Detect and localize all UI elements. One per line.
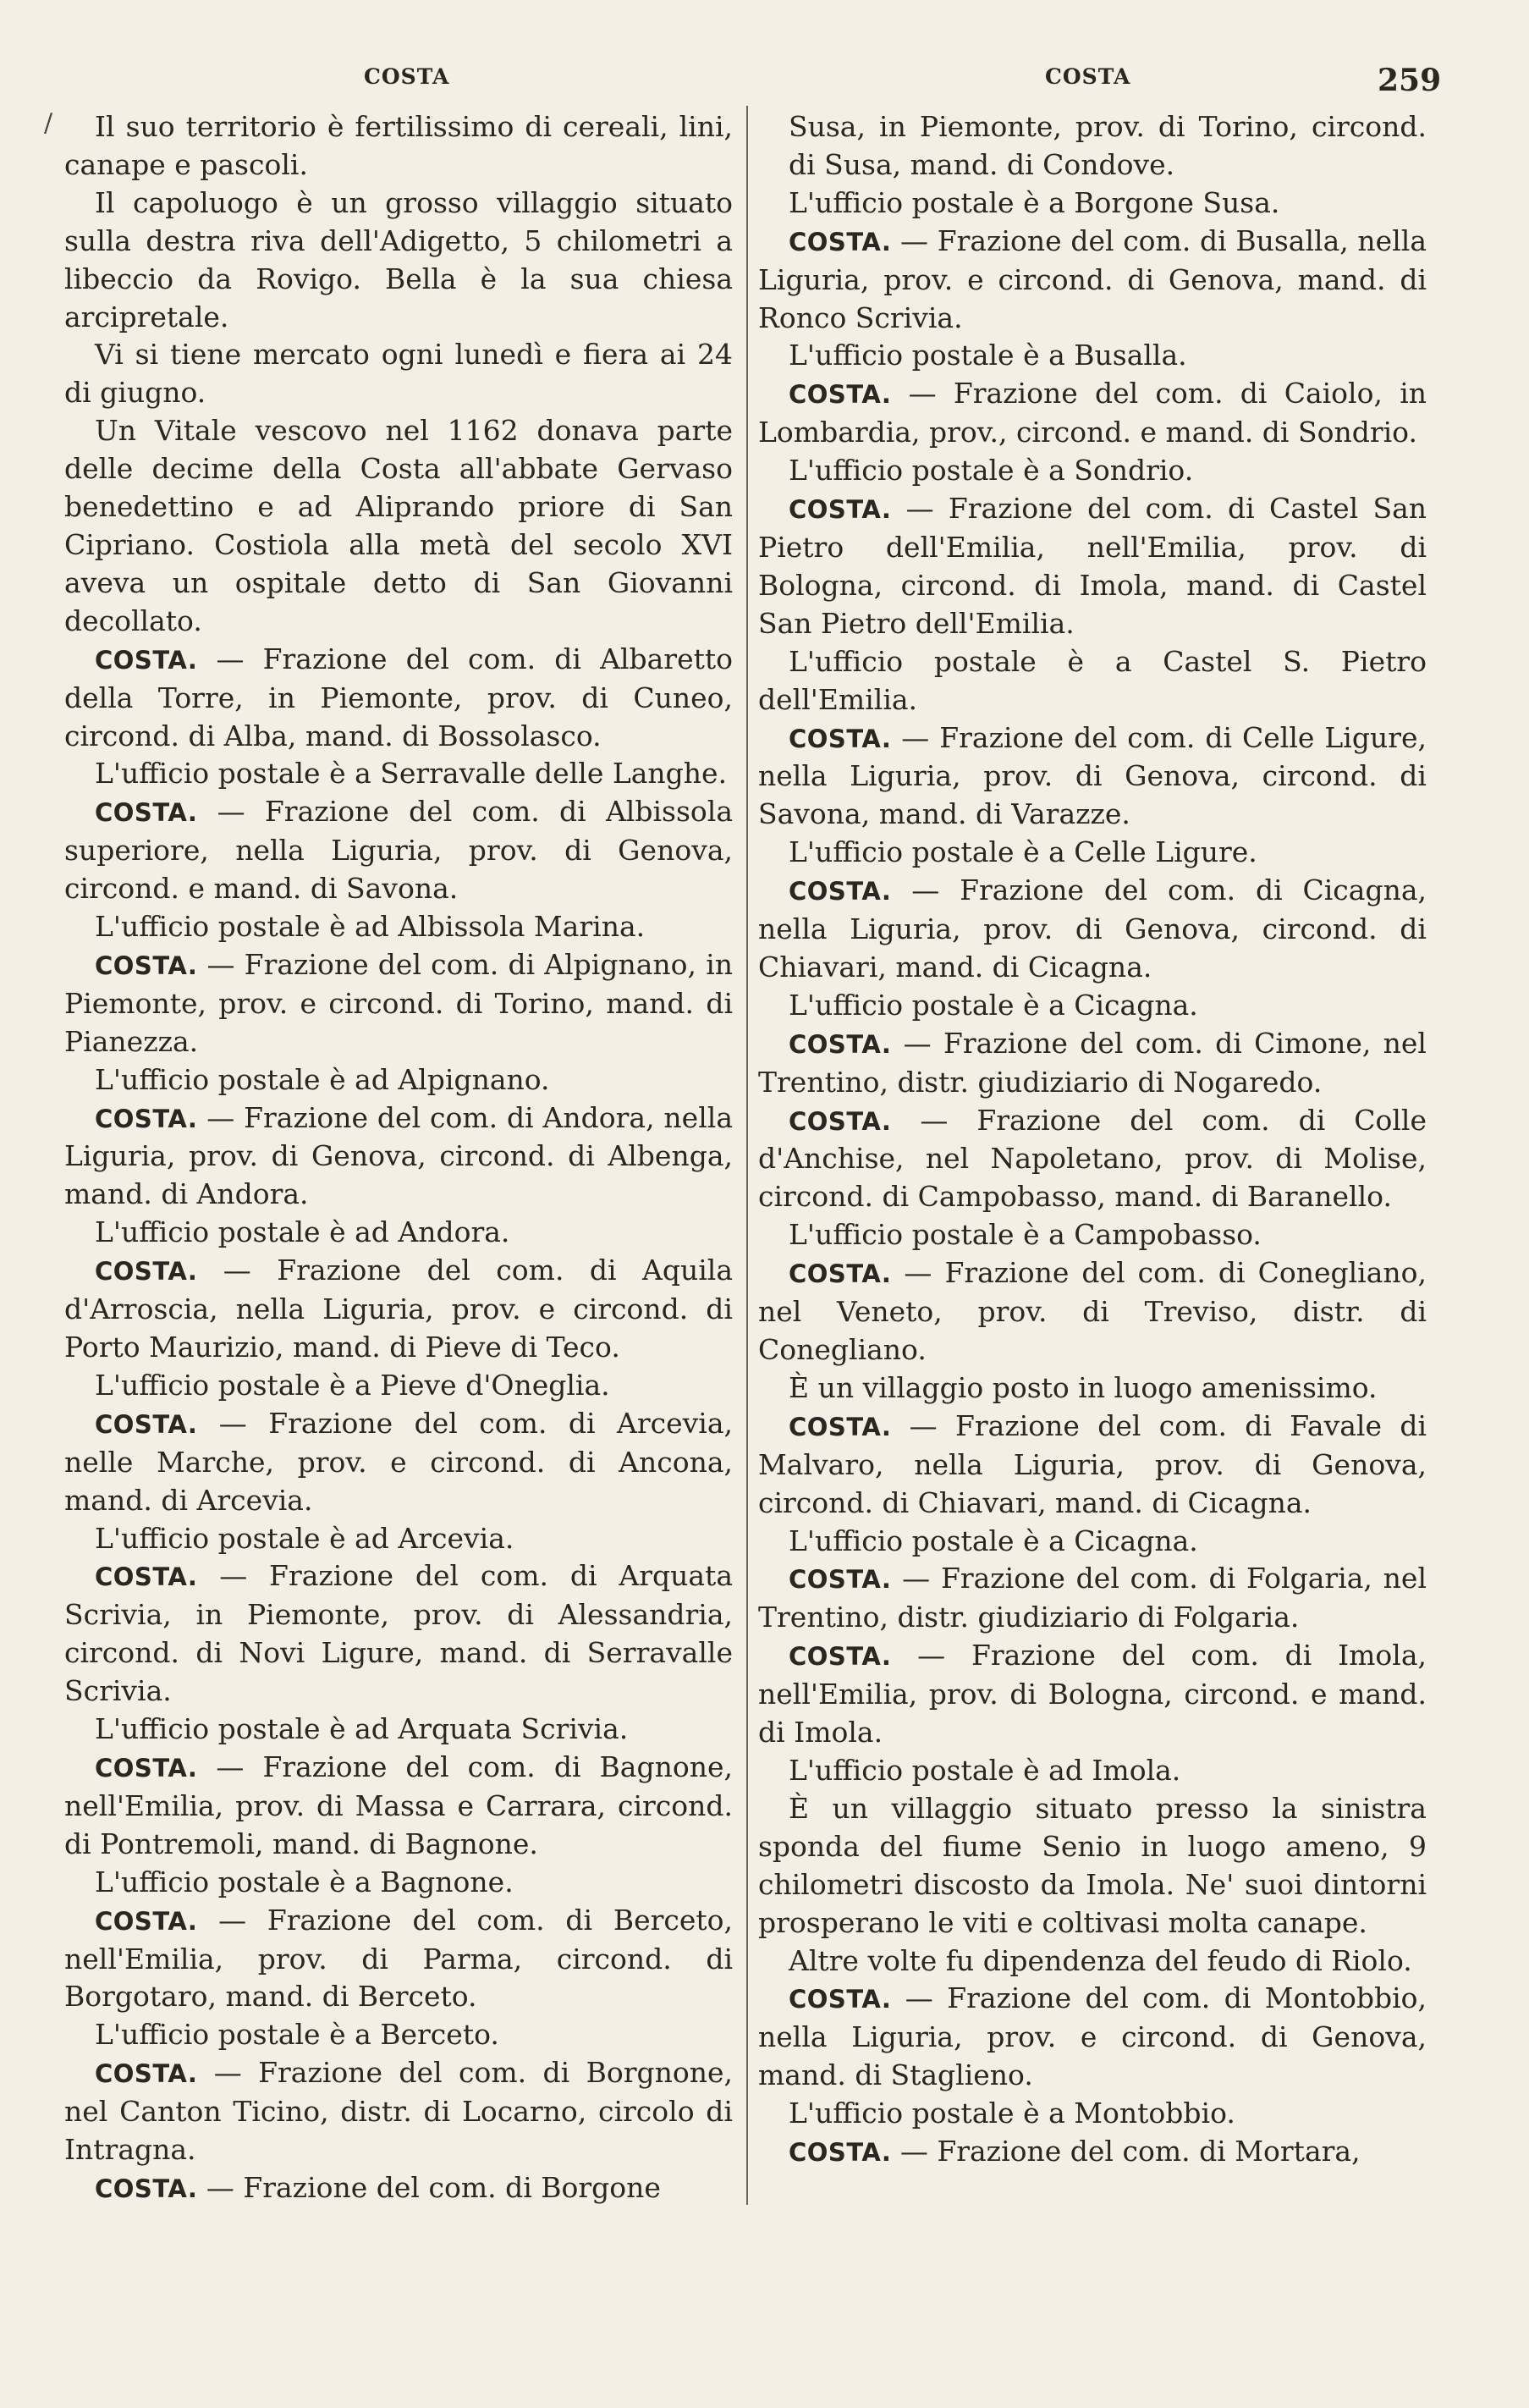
entry-headword: COSTA. (95, 1409, 198, 1439)
entry-text: — Frazione del com. di Celle Ligure, nella Liguria, prov. di Genova, circond. di Savona, mand. di Varazze. (758, 720, 1427, 831)
entry-headword: COSTA. (789, 1642, 892, 1672)
paragraph: L'ufficio postale è a Bagnone. (95, 1865, 514, 1898)
paragraph: Il capoluogo è un grosso villaggio situato sulla destra riva dell'Adigetto, 5 chilometri a libeccio da Rovigo. Bella è la sua chiesa arcipretale. (64, 185, 733, 333)
entry-text: — Frazione del com. di Aquila d'Arroscia, nella Liguria, prov. e circond. di Porto Maurizio, mand. di Pieve di Teco. (64, 1254, 733, 1364)
gazetteer-entry (758, 223, 1427, 338)
entry-text: — Frazione del com. di Alpignano, in Piemonte, prov. e circond. di Torino, mand. di Pianezza. (64, 947, 733, 1058)
paragraph: L'ufficio postale è ad Andora. (95, 1215, 510, 1249)
paragraph: Vi si tiene mercato ogni lunedì e fiera ai 24 di giugno. (64, 338, 733, 410)
gazetteer-entry (758, 375, 1427, 452)
entry-text: — Frazione del com. di Albissola superiore, nella Liguria, prov. di Genova, circond. e mand. di Savona. (64, 795, 733, 906)
left-column (64, 108, 733, 2208)
paragraph: L'ufficio postale è a Pieve d'Oneglia. (95, 1368, 610, 1402)
gazetteer-entry (758, 1560, 1427, 1637)
gazetteer-entry (758, 1254, 1427, 1369)
gazetteer-entry (758, 1025, 1427, 1102)
paragraph: Un Vitale vescovo nel 1162 donava parte delle decime della Costa all'abbate Gervaso benedettino e ad Aliprando priore di San Cipriano. Costiola alla metà del secolo XVI aveva un ospitale detto di San Giovanni decollato. (64, 414, 733, 637)
running-head-left: COSTA (364, 64, 450, 89)
paragraph: L'ufficio postale è a Celle Ligure. (789, 835, 1257, 869)
entry-headword: COSTA. (789, 1565, 892, 1595)
gazetteer-entry (64, 2054, 733, 2169)
entry-text: — Frazione del com. di Cicagna, nella Liguria, prov. di Genova, circond. di Chiavari, mand. di Cicagna. (758, 873, 1427, 984)
gazetteer-entry (64, 2169, 733, 2208)
gazetteer-entry (758, 872, 1427, 987)
entry-text: — Frazione del com. di Cimone, nel Trentino, distr. giudiziario di Nogaredo. (758, 1026, 1427, 1099)
entry-headword: COSTA. (789, 380, 892, 410)
paragraph: L'ufficio postale è a Berceto. (95, 2018, 499, 2052)
paragraph: L'ufficio postale è ad Alpignano. (95, 1062, 550, 1096)
entry-headword: COSTA. (789, 724, 892, 753)
entry-text: — Frazione del com. di Borgnone, nel Canton Ticino, distr. di Locarno, circolo di Intragna. (64, 2056, 733, 2167)
entry-headword: COSTA. (95, 2174, 198, 2203)
entry-text: — Frazione del com. di Berceto, nell'Emilia, prov. di Parma, circond. di Borgotaro, mand. di Berceto. (64, 1903, 733, 2014)
entry-text: — Frazione del com. di Busalla, nella Liguria, prov. e circond. di Genova, mand. di Ronco Scrivia. (758, 223, 1427, 334)
paragraph: L'ufficio postale è a Montobbio. (789, 2097, 1235, 2130)
gazetteer-entry (64, 793, 733, 908)
entry-text: — Frazione del com. di Castel San Pietro dell'Emilia, nell'Emilia, prov. di Bologna, circond. di Imola, mand. di Castel San Pietro dell'Emilia. (758, 492, 1427, 640)
gazetteer-entry (758, 2133, 1427, 2172)
entry-text: — Frazione del com. di Imola, nell'Emilia, prov. di Bologna, circond. e mand. di Imola. (758, 1639, 1427, 1750)
entry-headword: COSTA. (95, 645, 198, 675)
paragraph: Altre volte fu dipendenza del feudo di Riolo. (789, 1943, 1412, 1977)
paragraph: È un villaggio posto in luogo amenissimo. (789, 1370, 1378, 1404)
paragraph: L'ufficio postale è a Borgone Susa. (789, 185, 1280, 219)
running-head-right: COSTA (1045, 64, 1131, 89)
column-divider (746, 106, 748, 2205)
paragraph: L'ufficio postale è ad Imola. (789, 1753, 1181, 1787)
entry-headword: COSTA. (789, 1259, 892, 1289)
gazetteer-entry (64, 1557, 733, 1711)
entry-headword: COSTA. (789, 1985, 892, 2014)
entry-text: — Frazione del com. di Conegliano, nel Veneto, prov. di Treviso, distr. di Conegliano. (758, 1256, 1427, 1366)
paragraph: L'ufficio postale è a Cicagna. (789, 1524, 1198, 1557)
entry-headword: COSTA. (95, 798, 198, 828)
gazetteer-entry (758, 490, 1427, 643)
entry-headword: COSTA. (95, 1562, 198, 1592)
entry-headword: COSTA. (789, 877, 892, 906)
entry-text: — Frazione del com. di Colle d'Anchise, nel Napoletano, prov. di Molise, circond. di Campobasso, mand. di Baranello. (758, 1103, 1427, 1214)
paragraph: L'ufficio postale è a Campobasso. (789, 1218, 1262, 1252)
gazetteer-entry (758, 1637, 1427, 1752)
paragraph: L'ufficio postale è a Cicagna. (789, 988, 1198, 1022)
gazetteer-entry (64, 946, 733, 1061)
paragraph: L'ufficio postale è a Serravalle delle Langhe. (95, 757, 728, 791)
paragraph: L'ufficio postale è ad Arquata Scrivia. (95, 1712, 629, 1746)
entry-headword: COSTA. (789, 2138, 892, 2168)
entry-headword: COSTA. (95, 2059, 198, 2089)
paragraph: L'ufficio postale è ad Arcevia. (95, 1521, 514, 1555)
gazetteer-entry (64, 1252, 733, 1367)
entry-text: — Frazione del com. di Mortara, (891, 2135, 1361, 2168)
page-number: 259 (1378, 63, 1442, 98)
entry-text: — Frazione del com. di Borgone (197, 2170, 661, 2204)
entry-text: — Frazione del com. di Folgaria, nel Trentino, distr. giudiziario di Folgaria. (758, 1562, 1427, 1634)
paragraph: L'ufficio postale è a Castel S. Pietro dell'Emilia. (758, 644, 1427, 716)
entry-text: — Frazione del com. di Arcevia, nelle Marche, prov. e circond. di Ancona, mand. di Arcevia. (64, 1406, 733, 1517)
paragraph: L'ufficio postale è a Sondrio. (789, 454, 1194, 488)
entry-text: — Frazione del com. di Albaretto della Torre, in Piemonte, prov. di Cuneo, circond. di Alba, mand. di Bossolasco. (64, 642, 733, 752)
gazetteer-entry (64, 1099, 733, 1215)
entry-headword: COSTA. (789, 1029, 892, 1059)
entry-headword: COSTA. (95, 1753, 198, 1783)
gazetteer-entry (64, 641, 733, 756)
gazetteer-entry (64, 1405, 733, 1520)
entry-text: — Frazione del com. di Andora, nella Liguria, prov. di Genova, circond. di Albenga, mand. di Andora. (64, 1100, 733, 1211)
gazetteer-entry (64, 1902, 733, 2017)
entry-text: — Frazione del com. di Montobbio, nella Liguria, prov. e circond. di Genova, mand. di Staglieno. (758, 1981, 1427, 2092)
entry-text: — Frazione del com. di Arquata Scrivia, in Piemonte, prov. di Alessandria, circond. di Novi Ligure, mand. di Serravalle Scrivia. (64, 1559, 733, 1708)
entry-headword: COSTA. (789, 1412, 892, 1441)
entry-headword: COSTA. (95, 1906, 198, 1936)
entry-headword: COSTA. (789, 495, 892, 525)
margin-mark: / (44, 108, 53, 138)
entry-headword: COSTA. (789, 227, 892, 256)
entry-text: — Frazione del com. di Bagnone, nell'Emilia, prov. di Massa e Carrara, circond. di Pontremoli, mand. di Bagnone. (64, 1750, 733, 1860)
entry-headword: COSTA. (95, 951, 198, 980)
gazetteer-entry (758, 719, 1427, 835)
entry-headword: COSTA. (789, 1106, 892, 1136)
entry-text: — Frazione del com. di Favale di Malvaro, nella Liguria, prov. di Genova, circond. di Chiavari, mand. di Cicagna. (758, 1408, 1427, 1519)
gazetteer-entry (758, 1980, 1427, 2095)
gazetteer-entry (758, 1102, 1427, 1217)
paragraph: Il suo territorio è fertilissimo di cereali, lini, canape e pascoli. (64, 110, 733, 181)
paragraph: L'ufficio postale è ad Albissola Marina. (95, 910, 646, 944)
gazetteer-entry (758, 1408, 1427, 1523)
continued-paragraph: Susa, in Piemonte, prov. di Torino, circond. di Susa, mand. di Condove. (789, 110, 1427, 181)
paragraph: L'ufficio postale è a Busalla. (789, 339, 1187, 372)
entry-text: — Frazione del com. di Caiolo, in Lombardia, prov., circond. e mand. di Sondrio. (758, 377, 1427, 449)
entry-headword: COSTA. (95, 1104, 198, 1133)
gazetteer-entry (64, 1749, 733, 1864)
paragraph: È un villaggio situato presso la sinistra sponda del fiume Senio in luogo ameno, 9 chilometri discosto da Imola. Ne' suoi dintorni prosperano le viti e coltivasi molta canape. (758, 1791, 1427, 1939)
entry-headword: COSTA. (95, 1257, 198, 1287)
right-column (758, 108, 1427, 2172)
